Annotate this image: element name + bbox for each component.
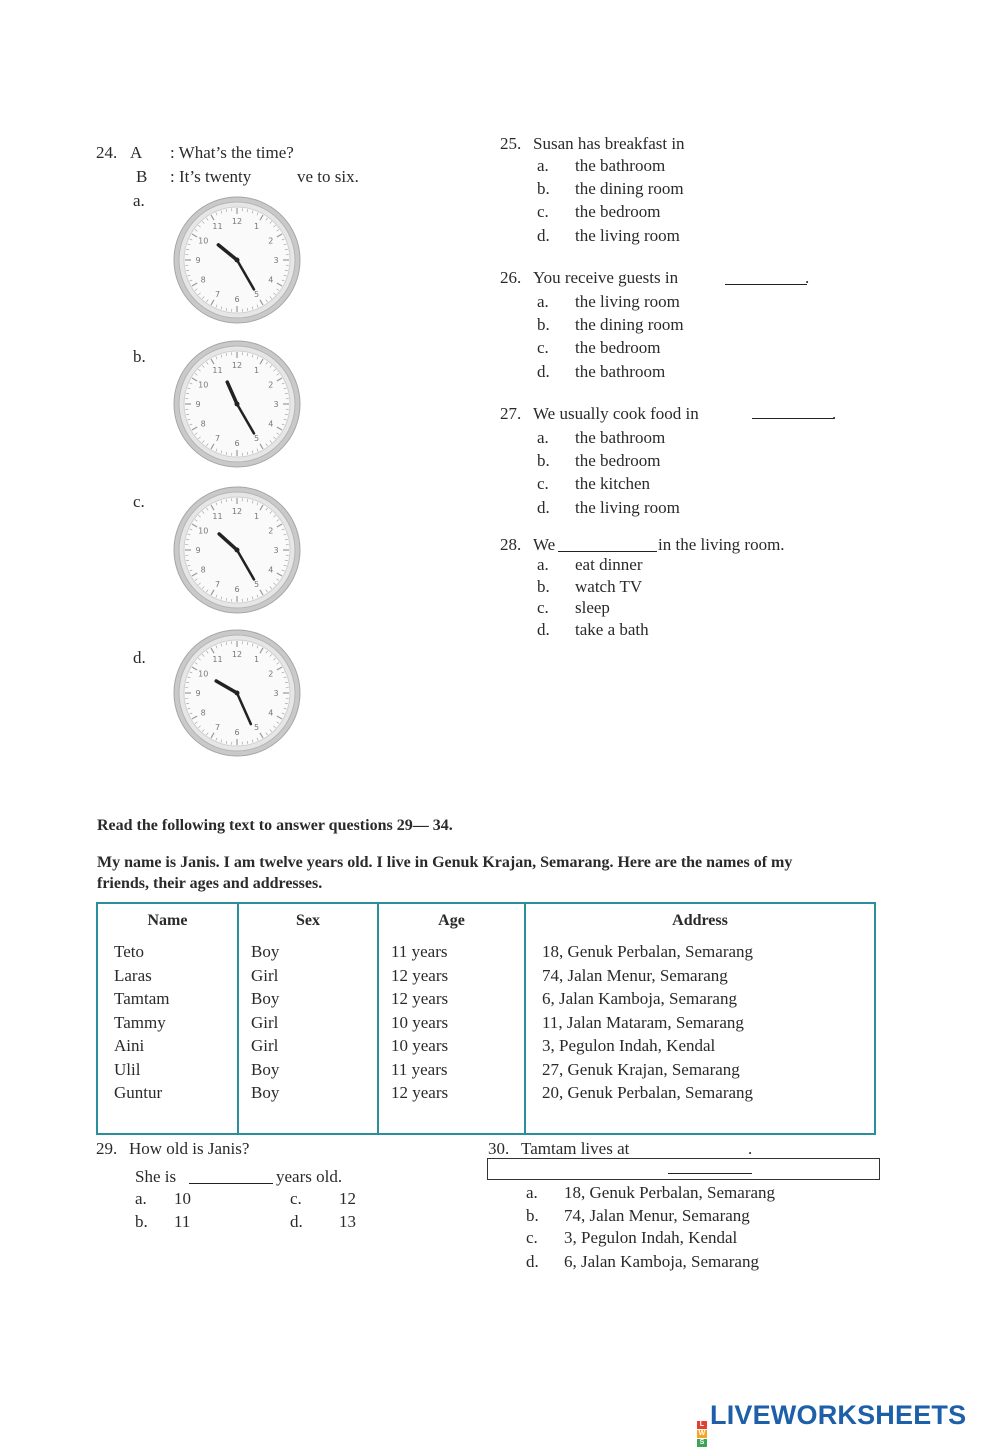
clock-option-a[interactable] bbox=[172, 195, 302, 325]
q25-b-letter: b. bbox=[537, 179, 550, 199]
svg-text:1: 1 bbox=[254, 222, 259, 231]
svg-text:9: 9 bbox=[195, 689, 200, 698]
q27-c-text[interactable]: the kitchen bbox=[575, 474, 650, 494]
q27-b-text[interactable]: the bedroom bbox=[575, 451, 660, 471]
cell-address-3: 11, Jalan Mataram, Semarang bbox=[542, 1011, 874, 1035]
svg-text:7: 7 bbox=[215, 580, 220, 589]
svg-text:4: 4 bbox=[268, 709, 273, 718]
q29-a-letter: a. bbox=[135, 1189, 147, 1209]
cell-sex-4: Girl bbox=[251, 1034, 377, 1058]
q24-option-a-letter: a. bbox=[133, 191, 145, 211]
svg-text:3: 3 bbox=[273, 546, 278, 555]
header-age: Age bbox=[379, 904, 524, 940]
q25-a-text[interactable]: the bathroom bbox=[575, 156, 665, 176]
q28-b-letter: b. bbox=[537, 577, 550, 597]
q27-a-letter: a. bbox=[537, 428, 549, 448]
q25-c-text[interactable]: the bedroom bbox=[575, 202, 660, 222]
q25-a-letter: a. bbox=[537, 156, 549, 176]
q26-c-text[interactable]: the bedroom bbox=[575, 338, 660, 358]
cell-sex-5: Boy bbox=[251, 1058, 377, 1082]
svg-text:6: 6 bbox=[234, 295, 239, 304]
svg-text:11: 11 bbox=[212, 222, 222, 231]
q24-line-b-start: : It’s twenty bbox=[170, 167, 251, 187]
cell-age-0: 11 years bbox=[391, 940, 524, 964]
q25-b-text[interactable]: the dining room bbox=[575, 179, 684, 199]
svg-text:11: 11 bbox=[212, 366, 222, 375]
cell-sex-1: Girl bbox=[251, 964, 377, 988]
q29-d-text[interactable]: 13 bbox=[339, 1212, 356, 1232]
q27-d-text[interactable]: the living room bbox=[575, 498, 680, 518]
q24-speaker-b: B bbox=[136, 167, 147, 187]
q29-stem: How old is Janis? bbox=[129, 1139, 249, 1159]
q29-c-text[interactable]: 12 bbox=[339, 1189, 356, 1209]
q29-answer-end: years old. bbox=[276, 1167, 342, 1187]
svg-text:5: 5 bbox=[254, 434, 259, 443]
cell-name-6: Guntur bbox=[114, 1081, 237, 1105]
q28-a-text[interactable]: eat dinner bbox=[575, 555, 643, 575]
q29-blank[interactable] bbox=[189, 1168, 273, 1184]
friends-table bbox=[96, 902, 876, 1135]
svg-text:12: 12 bbox=[232, 217, 242, 226]
cell-name-0: Teto bbox=[114, 940, 237, 964]
q29-a-text[interactable]: 10 bbox=[174, 1189, 191, 1209]
q28-stem-start: We bbox=[533, 535, 555, 555]
header-sex: Sex bbox=[239, 904, 377, 940]
q28-stem-end: in the living room. bbox=[658, 535, 785, 555]
q24-option-d-letter: d. bbox=[133, 648, 146, 668]
q25-number: 25. bbox=[500, 134, 521, 154]
q24-speaker-a: A bbox=[130, 143, 142, 163]
q26-b-letter: b. bbox=[537, 315, 550, 335]
q25-c-letter: c. bbox=[537, 202, 549, 222]
q30-answer-box[interactable] bbox=[487, 1158, 880, 1180]
svg-text:8: 8 bbox=[201, 276, 206, 285]
cell-age-1: 12 years bbox=[391, 964, 524, 988]
q29-answer-start: She is bbox=[135, 1167, 176, 1187]
column-name bbox=[97, 903, 238, 1134]
svg-text:3: 3 bbox=[273, 400, 278, 409]
svg-text:9: 9 bbox=[195, 400, 200, 409]
clock-option-b[interactable] bbox=[172, 339, 302, 469]
q28-c-letter: c. bbox=[537, 598, 549, 618]
q24-line-a: : What’s the time? bbox=[170, 143, 294, 163]
svg-text:2: 2 bbox=[268, 237, 273, 246]
svg-text:6: 6 bbox=[234, 728, 239, 737]
q28-d-letter: d. bbox=[537, 620, 550, 640]
svg-text:2: 2 bbox=[268, 381, 273, 390]
svg-text:12: 12 bbox=[232, 507, 242, 516]
svg-text:9: 9 bbox=[195, 546, 200, 555]
column-sex bbox=[238, 903, 378, 1134]
logo-text: LIVEWORKSHEETS bbox=[710, 1400, 966, 1430]
svg-text:7: 7 bbox=[215, 290, 220, 299]
q26-number: 26. bbox=[500, 268, 521, 288]
svg-text:11: 11 bbox=[212, 512, 222, 521]
cell-name-2: Tamtam bbox=[114, 987, 237, 1011]
q30-d-letter: d. bbox=[526, 1252, 539, 1272]
header-address: Address bbox=[526, 904, 874, 940]
svg-text:7: 7 bbox=[215, 434, 220, 443]
cell-address-5: 27, Genuk Krajan, Semarang bbox=[542, 1058, 874, 1082]
cell-name-5: Ulil bbox=[114, 1058, 237, 1082]
cell-age-6: 12 years bbox=[391, 1081, 524, 1105]
q29-b-letter: b. bbox=[135, 1212, 148, 1232]
svg-text:6: 6 bbox=[234, 439, 239, 448]
column-age bbox=[378, 903, 525, 1134]
q30-a-text[interactable]: 18, Genuk Perbalan, Semarang bbox=[564, 1183, 775, 1203]
svg-text:2: 2 bbox=[268, 670, 273, 679]
q25-d-text[interactable]: the living room bbox=[575, 226, 680, 246]
q25-d-letter: d. bbox=[537, 226, 550, 246]
cell-name-3: Tammy bbox=[114, 1011, 237, 1035]
q27-a-text[interactable]: the bathroom bbox=[575, 428, 665, 448]
q27-c-letter: c. bbox=[537, 474, 549, 494]
q26-blank[interactable] bbox=[725, 270, 807, 285]
liveworksheets-logo[interactable] bbox=[697, 1400, 966, 1447]
q27-d-letter: d. bbox=[537, 498, 550, 518]
q27-number: 27. bbox=[500, 404, 521, 424]
q30-stem: Tamtam lives at bbox=[521, 1139, 629, 1159]
svg-text:4: 4 bbox=[268, 420, 273, 429]
svg-text:5: 5 bbox=[254, 580, 259, 589]
cell-address-2: 6, Jalan Kamboja, Semarang bbox=[542, 987, 874, 1011]
reading-instruction: Read the following text to answer questions 29— 34. bbox=[97, 817, 453, 835]
svg-text:5: 5 bbox=[254, 290, 259, 299]
q28-c-text[interactable]: sleep bbox=[575, 598, 610, 618]
cell-name-4: Aini bbox=[114, 1034, 237, 1058]
svg-text:4: 4 bbox=[268, 276, 273, 285]
q28-a-letter: a. bbox=[537, 555, 549, 575]
q30-number: 30. bbox=[488, 1139, 509, 1159]
q27-blank[interactable] bbox=[752, 404, 834, 419]
svg-text:1: 1 bbox=[254, 366, 259, 375]
q27-stem: We usually cook food in bbox=[533, 404, 699, 424]
svg-text:3: 3 bbox=[273, 256, 278, 265]
svg-text:2: 2 bbox=[268, 527, 273, 536]
column-address bbox=[525, 903, 875, 1134]
q27-period: . bbox=[832, 404, 836, 424]
q26-stem: You receive guests in bbox=[533, 268, 678, 288]
q24-option-c-letter: c. bbox=[133, 492, 145, 512]
q24-option-b-letter: b. bbox=[133, 347, 146, 367]
header-name: Name bbox=[98, 904, 237, 940]
q30-c-text[interactable]: 3, Pegulon Indah, Kendal bbox=[564, 1228, 737, 1248]
cell-sex-2: Boy bbox=[251, 987, 377, 1011]
q24-number: 24. bbox=[96, 143, 117, 163]
svg-text:12: 12 bbox=[232, 361, 242, 370]
q28-number: 28. bbox=[500, 535, 521, 555]
q26-d-letter: d. bbox=[537, 362, 550, 382]
logo-mark-icon: L W S bbox=[697, 1421, 707, 1447]
q29-b-text[interactable]: 11 bbox=[174, 1212, 190, 1232]
q28-b-text[interactable]: watch TV bbox=[575, 577, 642, 597]
cell-address-6: 20, Genuk Perbalan, Semarang bbox=[542, 1081, 874, 1105]
cell-sex-3: Girl bbox=[251, 1011, 377, 1035]
cell-sex-0: Boy bbox=[251, 940, 377, 964]
svg-text:3: 3 bbox=[273, 689, 278, 698]
cell-age-2: 12 years bbox=[391, 987, 524, 1011]
clock-option-d[interactable] bbox=[172, 628, 302, 758]
svg-text:8: 8 bbox=[201, 566, 206, 575]
q29-number: 29. bbox=[96, 1139, 117, 1159]
svg-text:10: 10 bbox=[198, 670, 208, 679]
q28-blank[interactable] bbox=[558, 536, 657, 552]
q26-c-letter: c. bbox=[537, 338, 549, 358]
q30-period: . bbox=[748, 1139, 752, 1159]
q26-d-text[interactable]: the bathroom bbox=[575, 362, 665, 382]
q26-b-text[interactable]: the dining room bbox=[575, 315, 684, 335]
q30-b-letter: b. bbox=[526, 1206, 539, 1226]
svg-text:5: 5 bbox=[254, 723, 259, 732]
svg-text:11: 11 bbox=[212, 655, 222, 664]
q30-b-text[interactable]: 74, Jalan Menur, Semarang bbox=[564, 1206, 750, 1226]
q26-period: . bbox=[805, 268, 809, 288]
cell-age-3: 10 years bbox=[391, 1011, 524, 1035]
q26-a-text[interactable]: the living room bbox=[575, 292, 680, 312]
q25-stem: Susan has breakfast in bbox=[533, 134, 685, 154]
svg-text:4: 4 bbox=[268, 566, 273, 575]
cell-address-0: 18, Genuk Perbalan, Semarang bbox=[542, 940, 874, 964]
q30-blank bbox=[668, 1159, 752, 1174]
svg-text:1: 1 bbox=[254, 655, 259, 664]
q30-a-letter: a. bbox=[526, 1183, 538, 1203]
svg-text:10: 10 bbox=[198, 381, 208, 390]
q26-a-letter: a. bbox=[537, 292, 549, 312]
svg-text:7: 7 bbox=[215, 723, 220, 732]
svg-text:6: 6 bbox=[234, 585, 239, 594]
svg-text:10: 10 bbox=[198, 237, 208, 246]
reading-intro-line2: friends, their ages and addresses. bbox=[97, 875, 322, 893]
reading-intro-line1: My name is Janis. I am twelve years old. I live in Genuk Krajan, Semarang. Here are the names of my bbox=[97, 854, 792, 872]
cell-age-4: 10 years bbox=[391, 1034, 524, 1058]
q27-b-letter: b. bbox=[537, 451, 550, 471]
q30-d-text[interactable]: 6, Jalan Kamboja, Semarang bbox=[564, 1252, 759, 1272]
q30-c-letter: c. bbox=[526, 1228, 538, 1248]
cell-address-4: 3, Pegulon Indah, Kendal bbox=[542, 1034, 874, 1058]
svg-text:9: 9 bbox=[195, 256, 200, 265]
cell-address-1: 74, Jalan Menur, Semarang bbox=[542, 964, 874, 988]
q24-line-b-end: ve to six. bbox=[297, 167, 359, 187]
q29-c-letter: c. bbox=[290, 1189, 302, 1209]
svg-text:8: 8 bbox=[201, 709, 206, 718]
svg-text:12: 12 bbox=[232, 650, 242, 659]
svg-text:8: 8 bbox=[201, 420, 206, 429]
cell-sex-6: Boy bbox=[251, 1081, 377, 1105]
svg-text:10: 10 bbox=[198, 527, 208, 536]
cell-age-5: 11 years bbox=[391, 1058, 524, 1082]
clock-option-c[interactable] bbox=[172, 485, 302, 615]
cell-name-1: Laras bbox=[114, 964, 237, 988]
q28-d-text[interactable]: take a bath bbox=[575, 620, 649, 640]
q29-d-letter: d. bbox=[290, 1212, 303, 1232]
svg-text:1: 1 bbox=[254, 512, 259, 521]
